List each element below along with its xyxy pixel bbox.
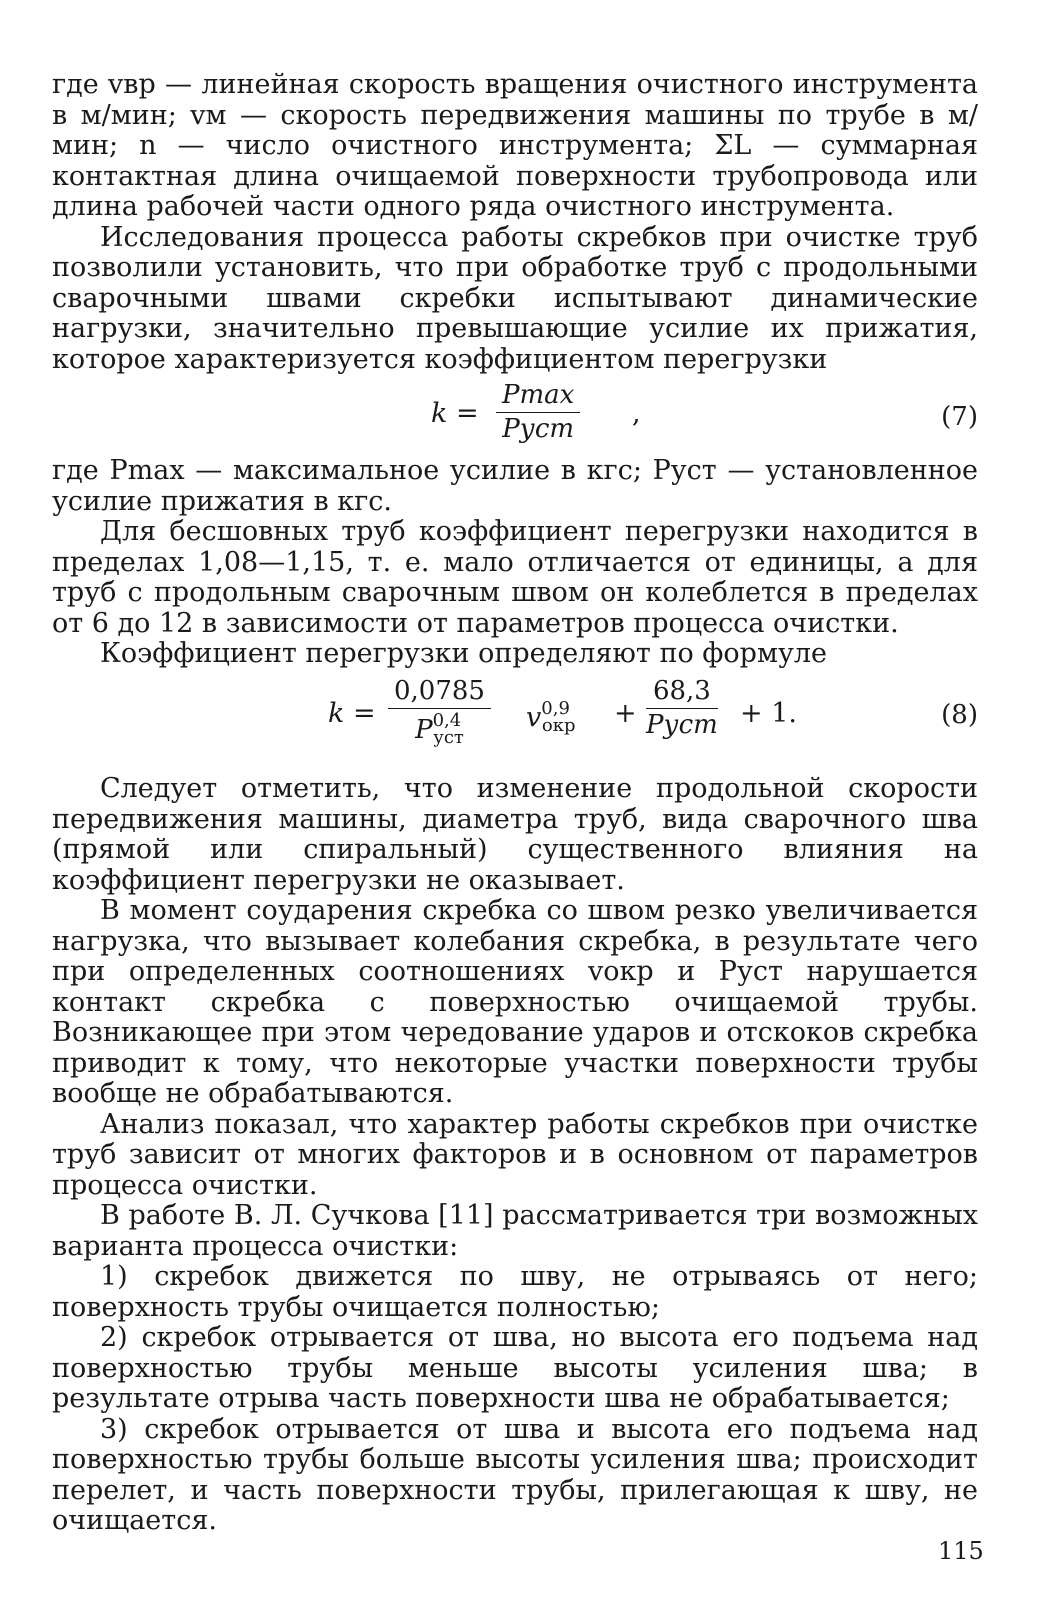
formula-8-tail: + 1. <box>740 698 797 729</box>
list-item-1: 1) скребок движется по шву, не отрываясь от него; поверхность трубы очищается полностью; <box>52 1261 978 1323</box>
paragraph-pmax-definition: где Pmax — максимальное усилие в кгс; Pуст — установленное усилие прижатия в кгс. <box>52 455 978 517</box>
paragraph-seamless-pipes: Для бесшовных труб коэффициент перегрузки находится в пределах 1,08—1,15, т. е. мало отличается от единицы, а для труб с продольным сварочным швом он колеблется в пределах от 6 до 12 в зависимости от параметров процесса очистки. <box>52 516 978 639</box>
formula-8-lhs: k = <box>328 698 376 729</box>
formula-7-denominator: Pуст <box>502 414 575 444</box>
formula-7-lhs: k = <box>431 398 479 429</box>
paragraph-formula-intro: Коэффициент перегрузки определяют по формуле <box>100 638 827 669</box>
formula-8-v-base: v <box>526 702 542 733</box>
formula-8-denominator-2: Pуст <box>646 710 718 740</box>
text-block-top <box>52 70 978 375</box>
formula-8 <box>52 676 978 750</box>
paragraph-collision: В момент соударения скребка со швом резко увеличивается нагрузка, что вызывает колебания скребка, в результате чего при определенных соотношениях vокр и Pуст нарушается контакт скребка с поверхностью очищаемой трубы. Возникающее при этом чередование ударов и отскоков скребка приводит к тому, что некоторые участки поверхности трубы вообще не обрабатываются. <box>52 895 978 1109</box>
formula-7 <box>52 380 978 454</box>
paragraph-suchkov: В работе В. Л. Сучкова [11] рассматривается три возможных варианта процесса очистки: <box>52 1200 978 1262</box>
formula-8-den1-subscript: уст <box>433 727 464 748</box>
definitions-paragraph: где vвр — линейная скорость вращения очистного инструмента в м/мин; vм — скорость передвижения машины по трубе в м/мин; n — число очистного инструмента; ΣL — суммарная контактная длина очищаемой поверхности трубопровода или длина рабочей части одного ряда очистного инструмента. <box>52 69 978 222</box>
formula-8-den1-base: P <box>415 715 433 745</box>
paragraph-research: Исследования процесса работы скребков при очистке труб позволили установить, что при обработке труб с продольными сварочными швами скребки испытывают динамические нагрузки, значительно превышающие усилие их прижатия, которое характеризуется коэффициентом перегрузки <box>52 221 978 375</box>
formula-8-velocity <box>526 698 576 736</box>
text-block-bottom <box>52 774 978 1537</box>
text-block-middle <box>52 456 978 670</box>
formula-8-v-subscript: окр <box>541 715 576 736</box>
formula-7-numerator: Pmax <box>496 380 580 413</box>
formula-8-v-exponent: 0,9 <box>541 698 570 719</box>
page-number: 115 <box>938 1537 984 1565</box>
formula-8-plus: + <box>614 698 637 729</box>
paragraph-analysis: Анализ показал, что характер работы скребков при очистке труб зависит от многих факторов и в основном от параметров процесса очистки. <box>52 1108 978 1201</box>
equation-number-7: (7) <box>941 402 978 432</box>
paragraph-note: Следует отметить, что изменение продольной скорости передвижения машины, диаметра труб, вида сварочного шва (прямой или спиральный) существенного влияния на коэффициент перегрузки не оказывает. <box>52 773 978 896</box>
equation-number-8: (8) <box>941 700 978 730</box>
formula-8-fraction-1 <box>388 676 491 748</box>
formula-8-den1-exponent: 0,4 <box>432 710 462 731</box>
formula-8-numerator-2: 68,3 <box>646 676 718 709</box>
formula-7-fraction <box>496 380 580 444</box>
formula-8-denominator-1 <box>388 709 491 748</box>
formula-8-fraction-2 <box>646 676 718 740</box>
list-item-2: 2) скребок отрывается от шва, но высота его подъема над поверхностью трубы меньше высоты усиления шва; в результате отрыва часть поверхности шва не обрабатывается; <box>52 1322 978 1414</box>
formula-7-comma: , <box>632 398 641 429</box>
list-item-3: 3) скребок отрывается от шва и высота его подъема над поверхностью трубы больше высоты усиления шва; происходит перелет, и часть поверхности трубы, прилегающая к шву, не очищается. <box>52 1413 978 1536</box>
formula-8-numerator-1: 0,0785 <box>388 676 491 709</box>
